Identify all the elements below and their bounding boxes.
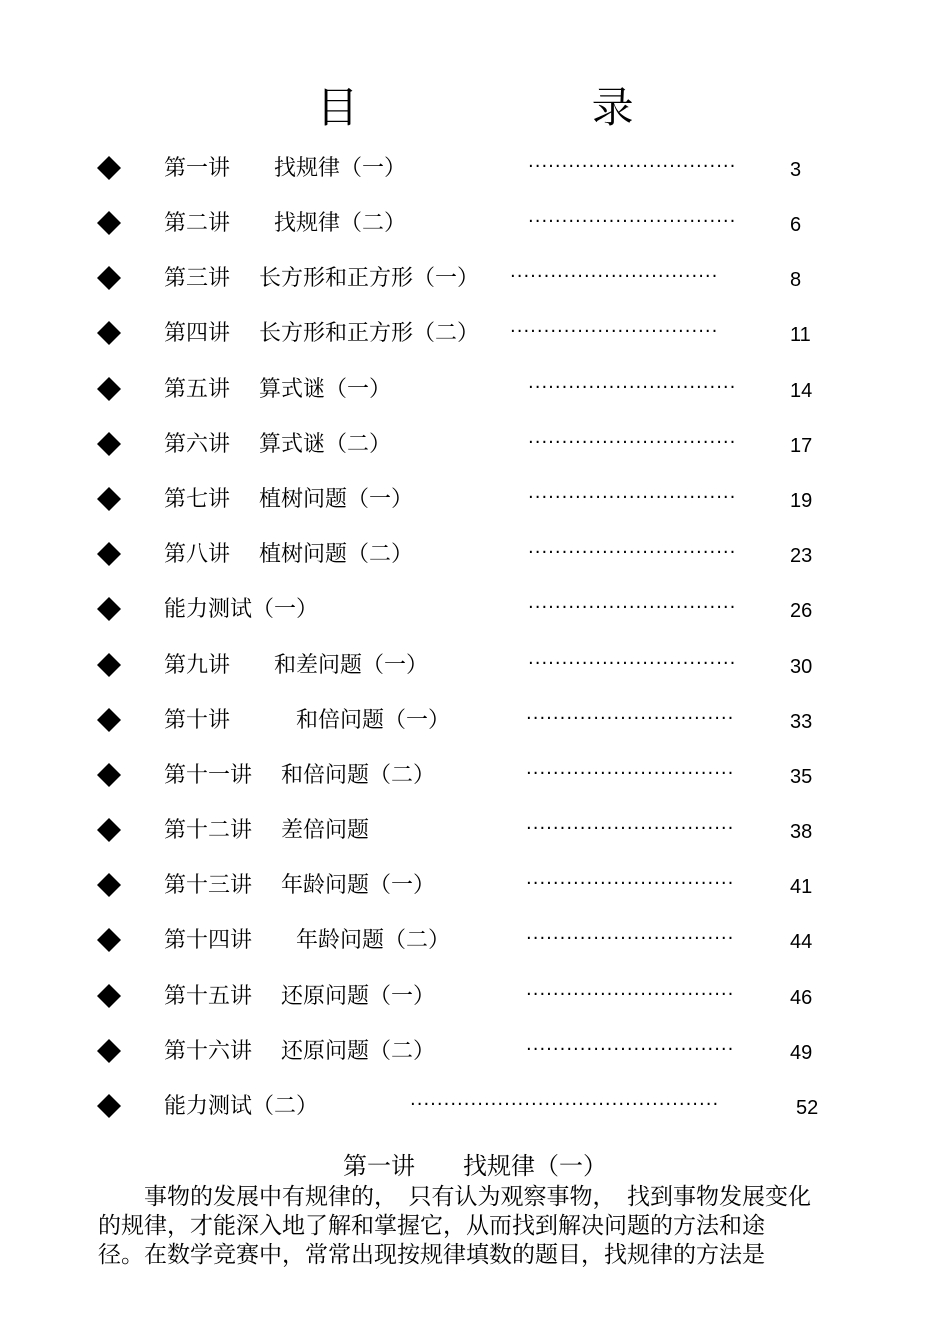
diamond-bullet-icon [97,1094,121,1118]
diamond-bullet-icon [97,818,121,842]
toc-entry-label: 第十六讲 还原问题（二） [164,1039,435,1064]
toc-page-number: 6 [790,214,802,236]
toc-leader-dots: ······························· [526,928,735,949]
toc-leader-dots: ······························· [510,266,719,287]
toc-entry-label: 第十四讲 年龄问题（二） [164,928,451,953]
toc-entry-label: 第十二讲 差倍问题 [164,818,369,843]
toc-entry [0,704,950,738]
toc-leader-dots: ······························· [528,432,737,453]
toc-entry-label: 第七讲 植树问题（一） [164,487,413,512]
toc-entry [0,759,950,793]
toc-page-number: 46 [790,987,813,1009]
diamond-bullet-icon [97,873,121,897]
paragraph-line: 事物的发展中有规律的， 只有认为观察事物， 找到事物发展变化 [98,1184,811,1210]
toc-entry-label: 第十一讲 和倍问题（二） [164,763,435,788]
toc-leader-dots: ······························· [528,653,737,674]
diamond-bullet-icon [97,708,121,732]
toc-entry-label: 能力测试（二） [164,1094,319,1119]
toc-entry [0,1090,950,1124]
toc-entry [0,980,950,1014]
toc-entry [0,538,950,572]
toc-page-number: 26 [790,600,813,622]
toc-page-number: 8 [790,269,802,291]
toc-entry [0,207,950,241]
toc-page-number: 49 [790,1042,813,1064]
toc-page-number: 44 [790,931,813,953]
toc-page-number: 23 [790,545,813,567]
toc-leader-dots: ······························· [526,818,735,839]
diamond-bullet-icon [97,928,121,952]
toc-leader-dots: ······························· [528,156,737,177]
diamond-bullet-icon [97,156,121,180]
diamond-bullet-icon [97,984,121,1008]
diamond-bullet-icon [97,432,121,456]
paragraph-line: 径。在数学竞赛中，常常出现按规律填数的题目，找规律的方法是 [98,1242,765,1268]
toc-entry-label: 第六讲 算式谜（二） [164,432,391,457]
paragraph-line: 的规律，才能深入地了解和掌握它，从而找到解决问题的方法和途 [98,1213,765,1239]
diamond-bullet-icon [97,321,121,345]
toc-entry-label: 能力测试（一） [164,597,319,622]
diamond-bullet-icon [97,653,121,677]
toc-entry-label: 第四讲 长方形和正方形（二） [164,321,479,346]
toc-entry [0,869,950,903]
toc-entry-label: 第九讲 和差问题（一） [164,653,429,678]
toc-leader-dots: ······························· [526,984,735,1005]
toc-leader-dots: ······························· [526,763,735,784]
toc-leader-dots: ······························· [526,708,735,729]
diamond-bullet-icon [97,211,121,235]
toc-leader-dots: ······························· [528,377,737,398]
toc-leader-dots: ······························· [528,487,737,508]
toc-entry-label: 第十三讲 年龄问题（一） [164,873,435,898]
toc-page-number: 35 [790,766,813,788]
toc-entry [0,814,950,848]
toc-leader-dots: ······························· [526,873,735,894]
toc-page-number: 38 [790,821,813,843]
toc-entry-label: 第五讲 算式谜（一） [164,377,391,402]
diamond-bullet-icon [97,597,121,621]
toc-entry [0,373,950,407]
diamond-bullet-icon [97,1039,121,1063]
toc-entry [0,924,950,958]
toc-page-number: 41 [790,876,813,898]
toc-title: 目 录 [316,83,744,132]
lecture-title: 第一讲 找规律（一） [343,1152,607,1180]
diamond-bullet-icon [97,377,121,401]
toc-page-number: 19 [790,490,813,512]
toc-page-number: 30 [790,656,813,678]
diamond-bullet-icon [97,487,121,511]
toc-page-number: 52 [796,1097,819,1119]
toc-leader-dots: ······························· [528,597,737,618]
toc-page-number: 33 [790,711,813,733]
toc-entry [0,649,950,683]
toc-entry [0,428,950,462]
lecture-intro-paragraph [98,1183,858,1270]
toc-entry [0,593,950,627]
toc-page-number: 11 [790,324,811,346]
toc-entry [0,1035,950,1069]
toc-entry [0,317,950,351]
toc-entry-label: 第十五讲 还原问题（一） [164,984,435,1009]
toc-entry [0,262,950,296]
toc-leader-dots: ······························· [510,321,719,342]
toc-entry-label: 第一讲 找规律（一） [164,156,407,181]
toc-entry-label: 第八讲 植树问题（二） [164,542,413,567]
toc-leader-dots: ······························· [528,211,737,232]
toc-page-number: 14 [790,380,813,402]
toc-entry-label: 第十讲 和倍问题（一） [164,708,451,733]
toc-entry-label: 第三讲 长方形和正方形（一） [164,266,479,291]
toc-leader-dots: ······························· [528,542,737,563]
toc-entry-label: 第二讲 找规律（二） [164,211,407,236]
diamond-bullet-icon [97,266,121,290]
toc-entry [0,483,950,517]
toc-entry [0,152,950,186]
toc-page-number: 17 [790,435,813,457]
diamond-bullet-icon [97,542,121,566]
toc-leader-dots: ······························· [526,1039,735,1060]
diamond-bullet-icon [97,763,121,787]
toc-page-number: 3 [790,159,802,181]
toc-leader-dots: ·············································· [410,1094,720,1115]
